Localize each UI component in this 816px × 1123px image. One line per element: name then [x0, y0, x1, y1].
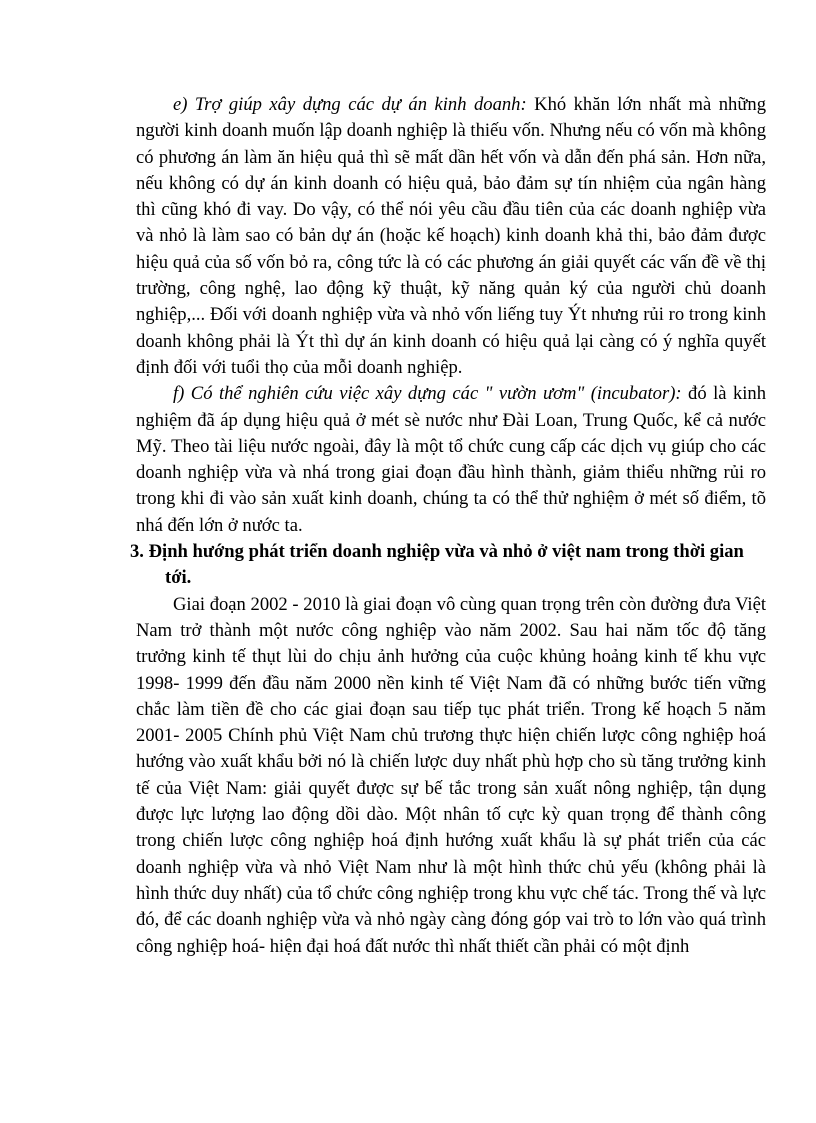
paragraph-f-body: đó là kinh nghiệm đã áp dụng hiệu quả ở mét sè nước như Đài Loan, Trung Quốc, kể cả nước Mỹ. Theo tài liệu nước ngoài, đây là một tổ chức cung cấp các dịch vụ giúp cho các doanh nghiệp vừa và nhá trong giai đoạn đầu hình thành, giảm thiểu những rủi ro trong khi đi vào sản xuất kinh doanh, chúng ta có thể thử nghiệm ở mét số điểm, tõ nhá đến lớn ở nước ta. — [136, 383, 767, 536]
paragraph-3: Giai đoạn 2002 - 2010 là giai đoạn vô cùng quan trọng trên còn đường đưa Việt Nam trở thành một nước công nghiệp vào năm 2002. Sau hai năm tốc độ tăng trưởng kinh tế thụt lùi do chịu ảnh hưởng của cuộc khủng hoảng kinh tế khu vực 1998- 1999 đến đầu năm 2000 nền kinh tế Việt Nam đã có những bước tiến vững chắc làm tiền đề cho các giai đoạn sau tiếp tục phát triển. Trong kế hoạch 5 năm 2001- 2005 Chính phủ Việt Nam chủ trương thực hiện chiến lược công nghiệp hoá hướng vào xuất khẩu bởi nó là chiến lược duy nhất phù hợp cho sù tăng trưởng kinh tế của Việt Nam: giải quyết được sự bế tắc trong sản xuất nông nghiệp, tận dụng được lực lượng lao động dồi dào. Một nhân tố cực kỳ quan trọng để thành công trong chiến lược công nghiệp hoá định hướng xuất khẩu là sự phát triển của các doanh nghiệp vừa và nhỏ Việt Nam như là một hình thức chủ yếu (không phải là hình thức duy nhất) của tổ chức công nghiệp trong khu vực chế tác. Trong thế và lực đó, để các doanh nghiệp vừa và nhỏ ngày càng đóng góp vai trò to lớn vào quá trình công nghiệp hoá- hiện đại hoá đất nước thì nhất thiết cần phải có một định — [136, 593, 766, 957]
section-heading: 3. Định hướng phát triển doanh nghiệp vừa và nhỏ ở việt nam trong thời gian tới. — [130, 541, 744, 589]
paragraph-e-lead: e) Trợ giúp xây dựng các dự án kinh doanh: — [173, 94, 527, 115]
paragraph-f-lead: f) Có thể nghiên cứu việc xây dựng các " vườn ươm" (incubator): — [173, 383, 682, 405]
paragraph-e-body: Khó khăn lớn nhất mà những người kinh doanh muốn lập doanh nghiệp là thiếu vốn. Nhưng nếu có vốn mà không có phương án làm ăn hiệu quả thì sẽ mất dần hết vốn và dẫn đến phá sản. Hơn nữa, nếu không có dự án kinh doanh có hiệu quả, bảo đảm sự tín nhiệm của ngân hàng thì cũng khó đi vay. Do vậy, có thể nói yêu cầu đầu tiên của các doanh nghiệp vừa và nhỏ là làm sao có bản dự án (hoặc kế hoạch) kinh doanh khả thi, bảo đảm được hiệu quả của số vốn bỏ ra, công tức là có các phương án giải quyết các vấn đề về thị trường, công nghệ, lao động kỹ thuật, kỹ năng quản ký của người chủ doanh nghiệp,... Đối với doanh nghiệp vừa và nhỏ vốn liếng tuy Ýt nhưng rủi ro trong kinh doanh không phải là Ýt thì dự án kinh doanh có hiệu quả lại càng có ý nghĩa quyết định đối với tuổi thọ của mỗi doanh nghiệp. — [136, 94, 766, 378]
paragraph-e — [136, 92, 766, 381]
paragraph-f — [136, 381, 766, 539]
document-page — [130, 92, 767, 960]
